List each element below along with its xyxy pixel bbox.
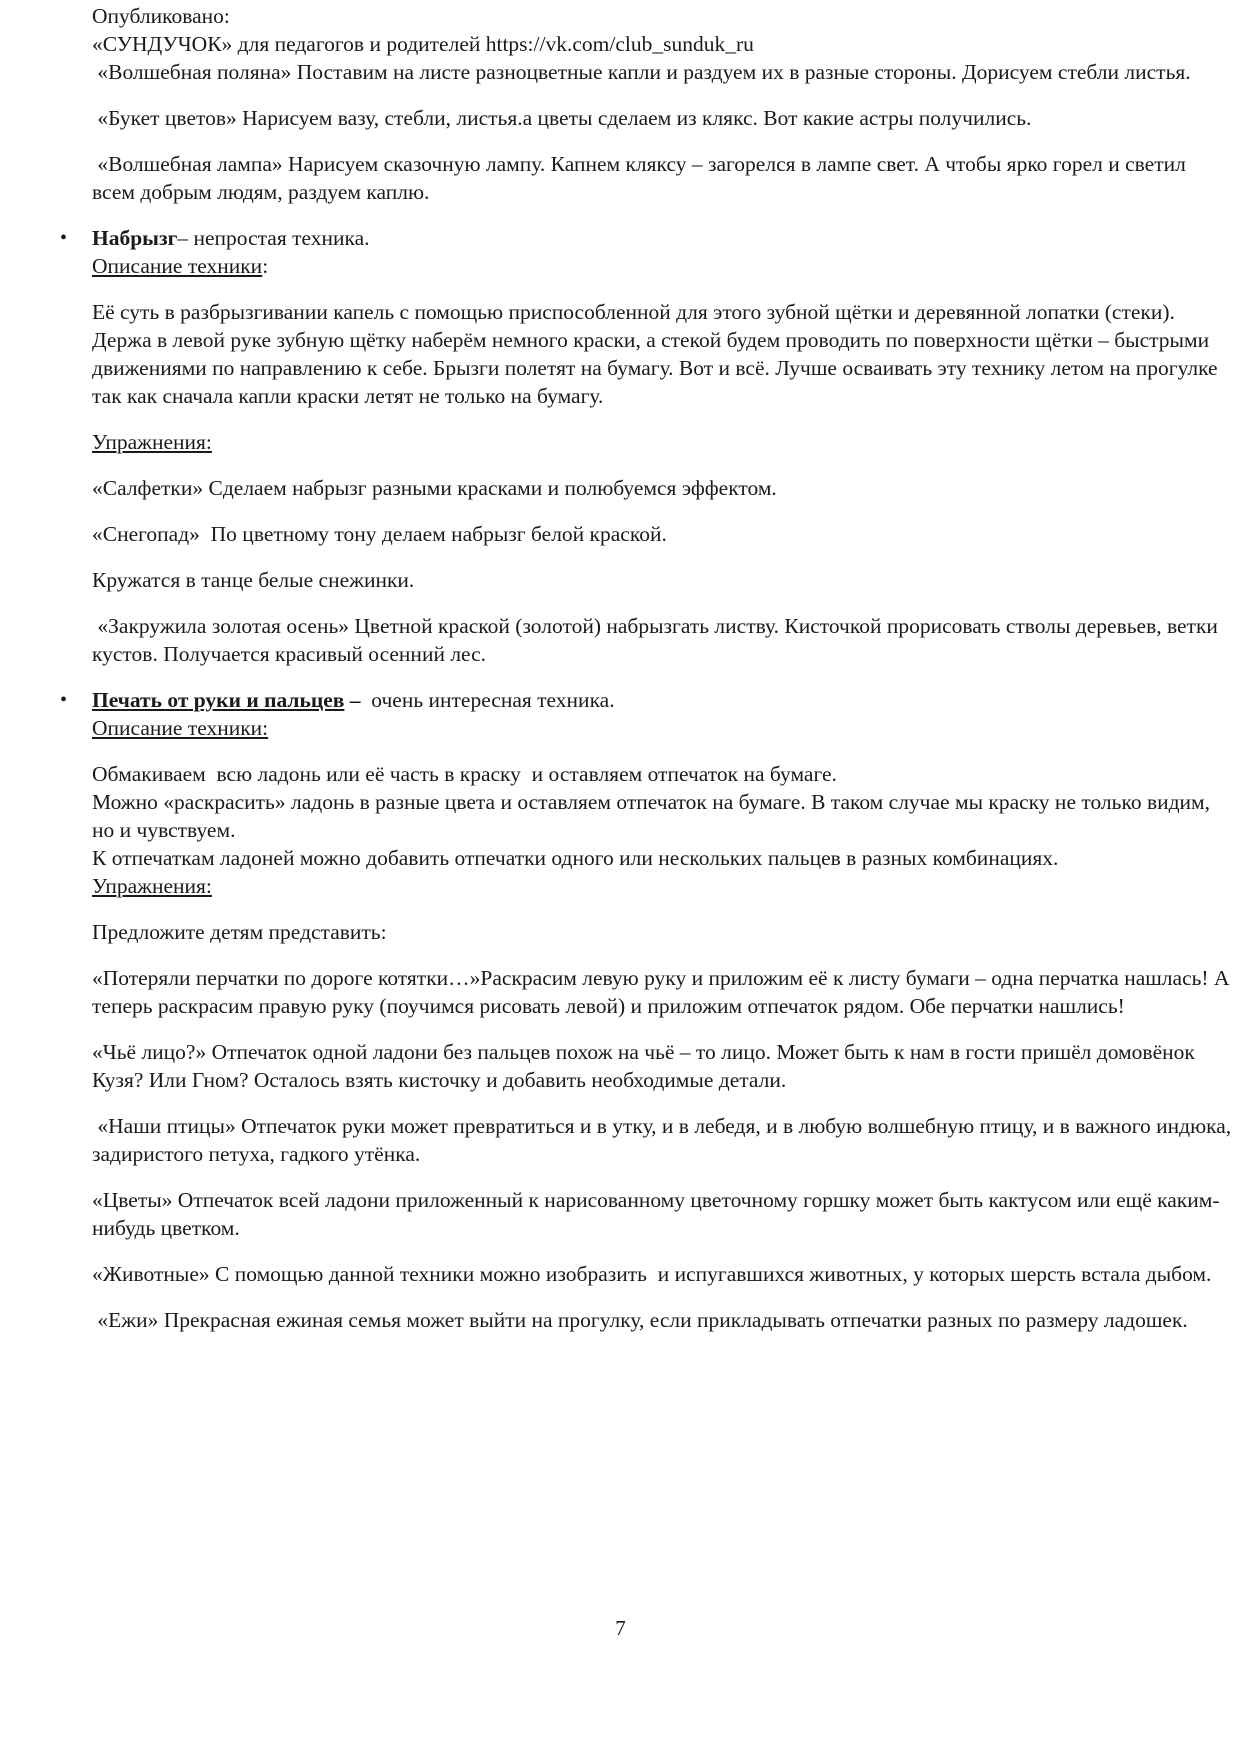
description-heading-colon: :	[262, 254, 269, 278]
source-line: «СУНДУЧОК» для педагогов и родителей https://vk.com/club_sunduk_ru	[92, 32, 754, 56]
paragraph-magic-lamp: «Волшебная лампа» Нарисуем сказочную лампу. Капнем кляксу – загорелся в лампе свет. А чтобы ярко горел и светил всем добрым людям, раздуем каплю.	[92, 152, 1192, 204]
description-heading-text: Описание техники	[92, 254, 263, 278]
description-heading	[92, 252, 1232, 280]
section-hand-print	[60, 686, 1232, 742]
hand-print-description-3: К отпечаткам ладоней можно добавить отпечатки одного или нескольких пальцев в разных комбинациях.	[92, 846, 1059, 870]
section-heading	[92, 686, 1232, 714]
exercise-our-birds: «Наши птицы» Отпечаток руки может превратиться и в утку, и в лебедя, и в любую волшебную птицу, и в важного индюка, задиристого петуха, гадкого утёнка.	[92, 1114, 1237, 1166]
bullet-icon: •	[60, 227, 68, 249]
section-title-rest: – непростая техника.	[177, 226, 370, 250]
exercise-whose-face: «Чьё лицо?» Отпечаток одной ладони без пальцев похож на чьё – то лицо. Может быть к нам в гости пришёл домовёнок Кузя? Или Гном? Осталось взять кисточку и добавить необходимые детали.	[92, 1040, 1201, 1092]
exercises-heading: Упражнения:	[92, 874, 212, 898]
section-title-dash: –	[344, 688, 361, 712]
description-heading: Описание техники:	[92, 716, 269, 740]
page-number: 7	[615, 1616, 626, 1640]
exercise-kittens-gloves: «Потеряли перчатки по дороге котятки…»Раскрасим левую руку и приложим её к листу бумаги – одна перчатка нашлась! А теперь раскрасим правую руку (поучимся рисовать левой) и приложим отпечаток рядом. Обе перчатки нашлись!	[92, 966, 1235, 1018]
exercise-snowfall: «Снегопад» По цветному тону делаем набрызг белой краской.	[92, 522, 667, 546]
hand-print-description-2: Можно «раскрасить» ладонь в разные цвета и оставляем отпечаток на бумаге. В таком случае мы краску не только видим, но и чувствуем.	[92, 790, 1216, 842]
section-spray-technique	[60, 224, 1232, 280]
exercise-flowers: «Цветы» Отпечаток всей ладони приложенный к нарисованному цветочному горшку может быть кактусом или ещё каким-нибудь цветком.	[92, 1188, 1220, 1240]
section-title-rest: очень интересная техника.	[360, 688, 615, 712]
section-heading	[92, 224, 1232, 252]
exercise-snowflakes: Кружатся в танце белые снежинки.	[92, 568, 415, 592]
exercise-napkins: «Салфетки» Сделаем набрызг разными красками и полюбуемся эффектом.	[92, 476, 777, 500]
exercise-prompt: Предложите детям представить:	[92, 920, 387, 944]
exercise-golden-autumn: «Закружила золотая осень» Цветной краской (золотой) набрызгать листву. Кисточкой прорисовать стволы деревьев, ветки кустов. Получается красивый осенний лес.	[92, 614, 1224, 666]
hand-print-description-1: Обмакиваем всю ладонь или её часть в краску и оставляем отпечаток на бумаге.	[92, 762, 837, 786]
section-title: Печать от руки и пальцев	[92, 688, 345, 712]
section-title: Набрызг	[92, 226, 178, 250]
exercise-hedgehogs: «Ежи» Прекрасная ежиная семья может выйти на прогулку, если прикладывать отпечатки разных по размеру ладошек.	[92, 1308, 1188, 1332]
exercise-animals: «Животные» С помощью данной техники можно изобразить и испугавшихся животных, у которых шерсть встала дыбом.	[92, 1262, 1212, 1286]
published-label: Опубликовано:	[92, 4, 230, 28]
paragraph-magic-meadow: «Волшебная поляна» Поставим на листе разноцветные капли и раздуем их в разные стороны. Дорисуем стебли листья.	[92, 60, 1191, 84]
bullet-icon: •	[60, 689, 68, 711]
page-content	[60, 2, 1237, 1334]
paragraph-flower-bouquet: «Букет цветов» Нарисуем вазу, стебли, листья.а цветы сделаем из клякс. Вот какие астры получились.	[92, 106, 1032, 130]
spray-description: Её суть в разбрызгивании капель с помощью приспособленной для этого зубной щётки и деревянной лопатки (стеки). Держа в левой руке зубную щётку наберём немного краски, а стекой будем проводить по поверхности щётки – быстрыми движениями по направлению к себе. Брызги полетят на бумагу. Вот и всё. Лучше осваивать эту технику летом на прогулке так как сначала капли краски летят не только на бумагу.	[92, 300, 1223, 408]
exercises-heading: Упражнения:	[92, 430, 212, 454]
